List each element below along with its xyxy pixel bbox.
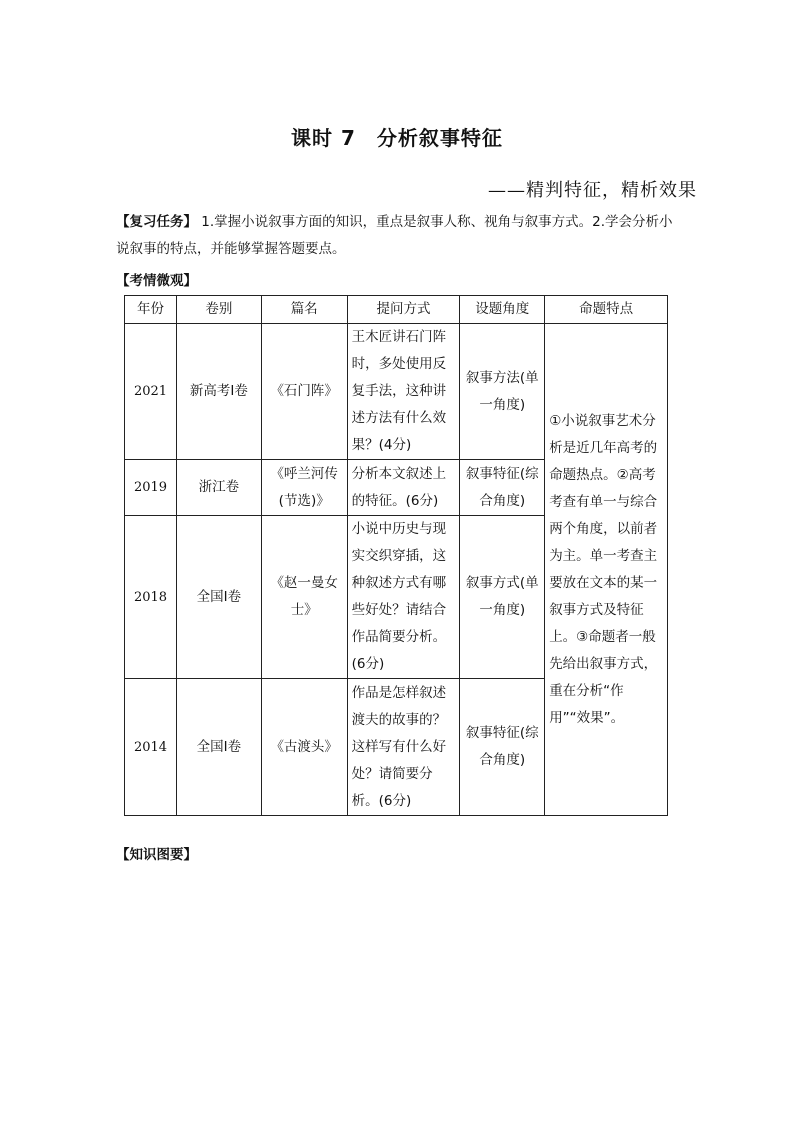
cell-year: 2019 (125, 460, 177, 516)
cell-angle: 叙事特征(综合角度) (460, 460, 545, 516)
cell-paper: 全国Ⅰ卷 (176, 516, 261, 679)
cell-angle: 叙事方法(单一角度) (460, 324, 545, 460)
column-header-paper: 卷别 (176, 296, 261, 324)
exam-section-label: 【考情微观】 (116, 273, 197, 289)
cell-title: 《石门阵》 (261, 324, 347, 460)
cell-question: 王木匠讲石门阵时，多处使用反复手法，这种讲述方法有什么效果？(4分) (347, 324, 460, 460)
cell-feature: ①小说叙事艺术分析是近几年高考的命题热点。②高考考查有单一与综合两个角度，以前者为主。单一考查主要放在文本的某一叙事方式及特征上。③命题者一般先给出叙事方式，重在分析“作用”“效果”。 (545, 324, 668, 816)
cell-paper: 浙江卷 (176, 460, 261, 516)
cell-year: 2021 (125, 324, 177, 460)
cell-question: 分析本文叙述上的特征。(6分) (347, 460, 460, 516)
cell-angle: 叙事特征(综合角度) (460, 679, 545, 816)
table-row (125, 324, 668, 460)
column-header-question: 提问方式 (347, 296, 460, 324)
cell-title: 《赵一曼女士》 (261, 516, 347, 679)
cell-paper: 全国Ⅰ卷 (176, 679, 261, 816)
knowledge-section-label: 【知识图要】 (116, 847, 197, 863)
cell-question: 作品是怎样叙述渡夫的故事的？这样写有什么好处？请简要分析。(6分) (347, 679, 460, 816)
cell-year: 2014 (125, 679, 177, 816)
review-task-text: 1.掌握小说叙事方面的知识，重点是叙事人称、视角与叙事方式。2.学会分析小说叙事的特点，并能够掌握答题要点。 (116, 214, 673, 257)
cell-title: 《呼兰河传(节选)》 (261, 460, 347, 516)
column-header-year: 年份 (125, 296, 177, 324)
table-header-row (125, 296, 668, 324)
exam-table (124, 295, 668, 816)
review-task (116, 209, 680, 263)
column-header-title: 篇名 (261, 296, 347, 324)
cell-angle: 叙事方式(单一角度) (460, 516, 545, 679)
cell-question: 小说中历史与现实交织穿插，这种叙述方式有哪些好处？请结合作品简要分析。(6分) (347, 516, 460, 679)
cell-year: 2018 (125, 516, 177, 679)
page-subtitle: ——精判特征，精析效果 (488, 180, 697, 201)
column-header-angle: 设题角度 (460, 296, 545, 324)
page-title: 课时 7 分析叙事特征 (291, 126, 503, 150)
cell-paper: 新高考Ⅰ卷 (176, 324, 261, 460)
cell-title: 《古渡头》 (261, 679, 347, 816)
review-task-label: 【复习任务】 (116, 214, 197, 230)
column-header-feature: 命题特点 (545, 296, 668, 324)
